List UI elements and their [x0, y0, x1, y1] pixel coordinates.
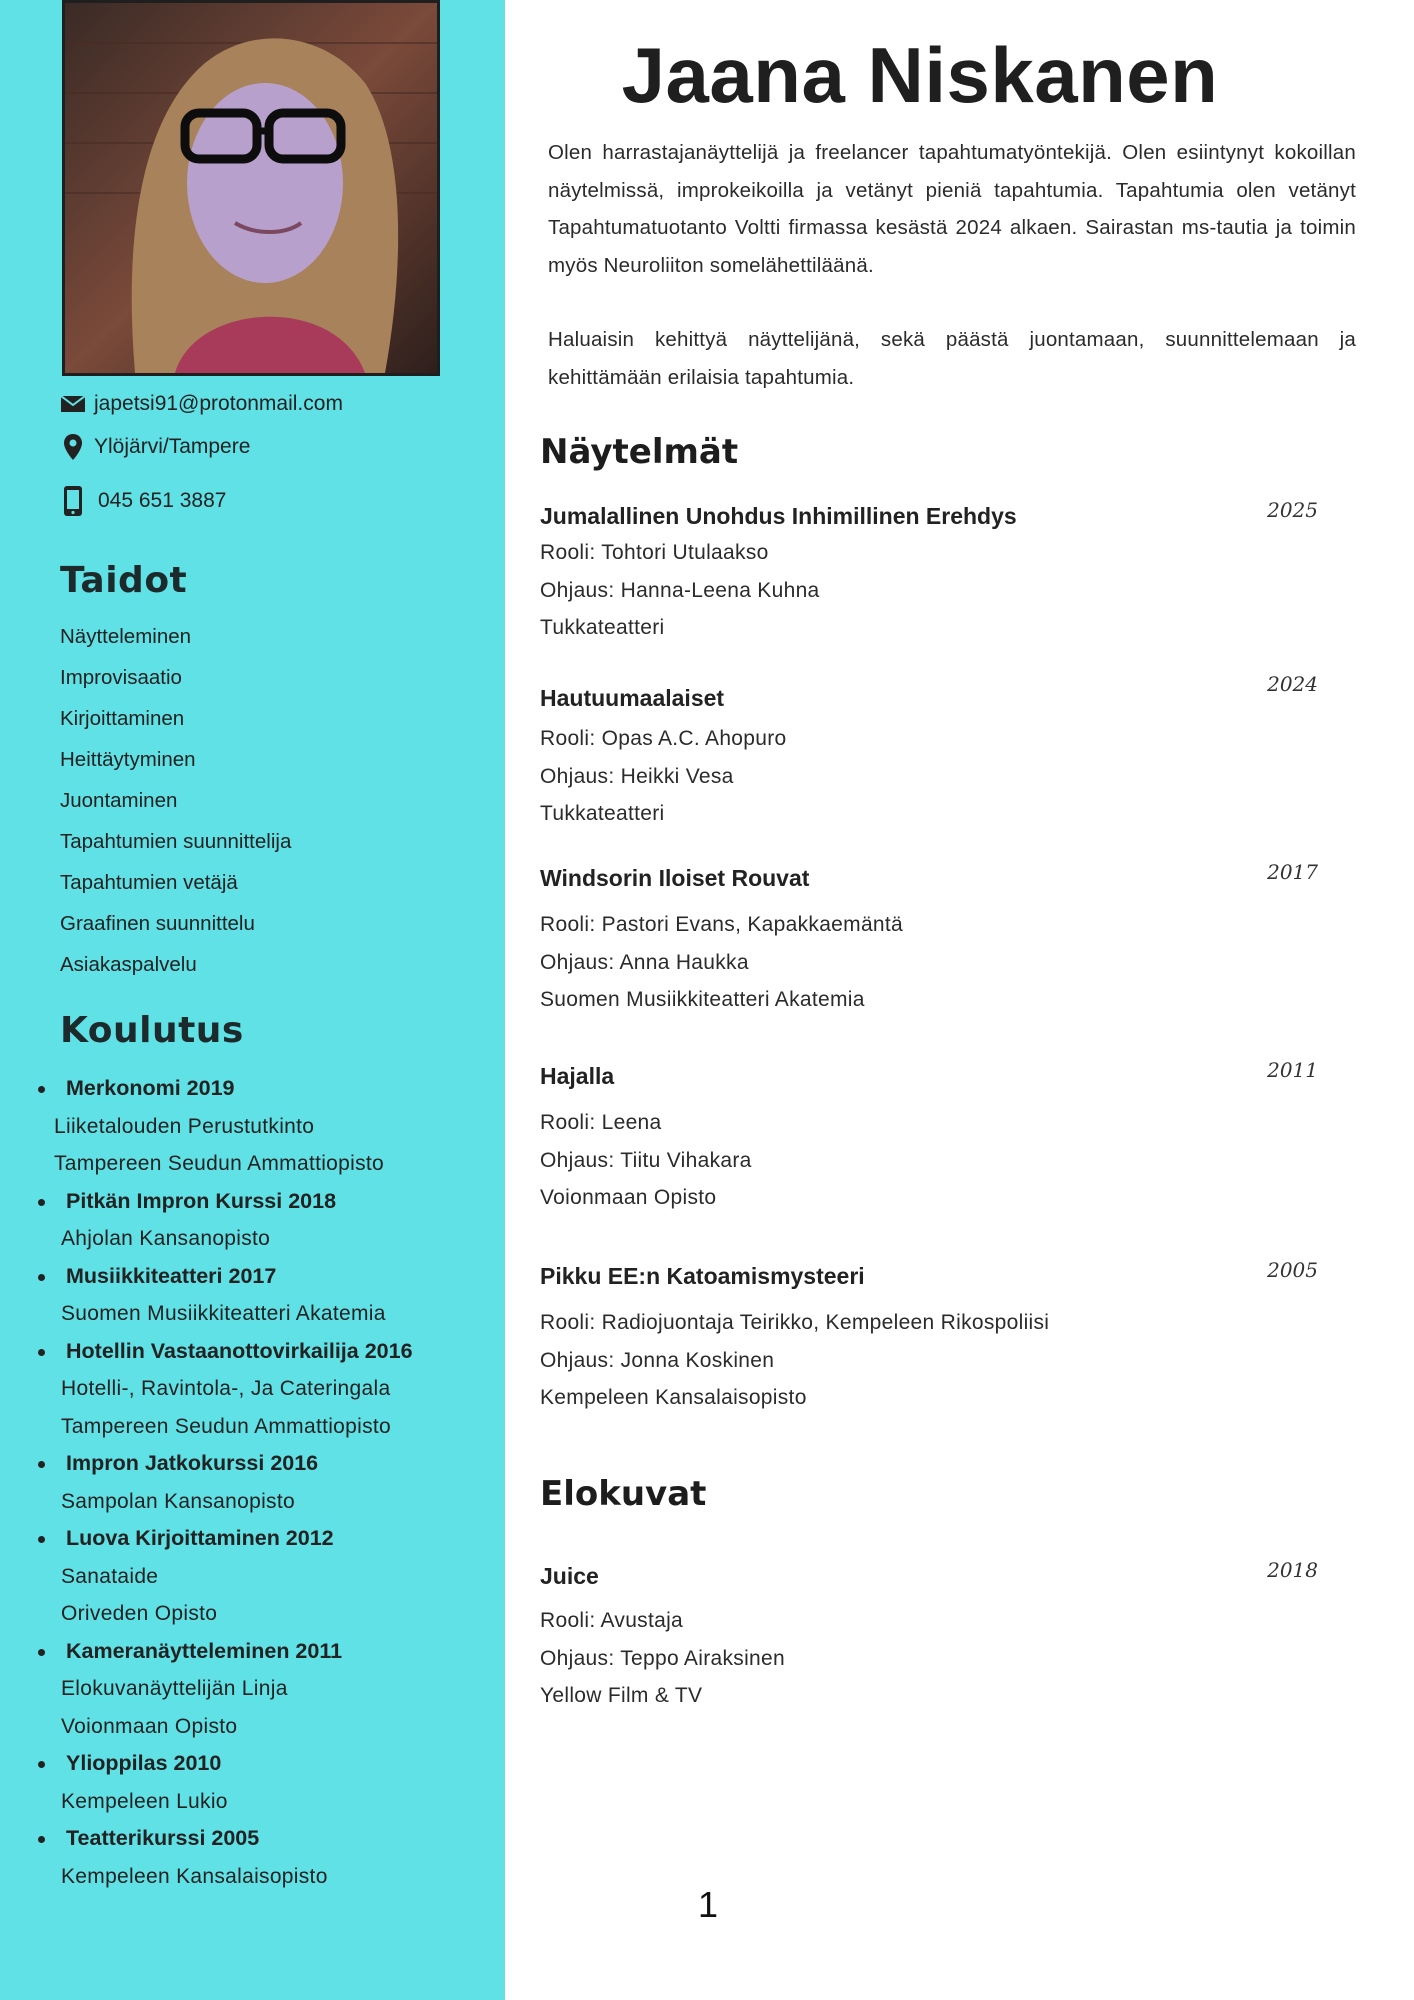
education-entry [0, 1633, 505, 1746]
skill-item: Näytteleminen [60, 625, 192, 648]
play-role: Rooli: Opas A.C. Ahopuro [540, 727, 787, 750]
play-venue: Suomen Musiikkiteatteri Akatemia [540, 988, 865, 1011]
play-year: 2024 [1267, 672, 1318, 696]
play-title: Windsorin Iloiset Rouvat [540, 865, 810, 891]
skill-item: Kirjoittaminen [60, 707, 185, 730]
play-director: Ohjaus: Anna Haukka [540, 950, 749, 974]
resume-name: Jaana Niskanen [621, 31, 1219, 119]
play-entry [540, 860, 1320, 1019]
play-title: Hautuumaalaiset [540, 685, 725, 711]
education-detail: Kempeleen Lukio [61, 1789, 228, 1813]
film-entry [540, 1558, 1320, 1715]
education-title: Merkonomi 2019 [0, 1070, 505, 1108]
film-role: Rooli: Avustaja [540, 1609, 684, 1632]
education-title: Impron Jatkokurssi 2016 [0, 1445, 505, 1483]
education-detail: Elokuvanäyttelijän Linja [61, 1677, 288, 1700]
film-title: Juice [540, 1563, 599, 1589]
location-pin-icon [58, 434, 88, 460]
play-venue: Kempeleen Kansalaisopisto [540, 1386, 807, 1409]
page-number: 1 [698, 1884, 719, 1925]
play-title: Hajalla [540, 1063, 615, 1089]
email-text[interactable]: japetsi91@protonmail.com [94, 392, 343, 415]
play-year: 2017 [1267, 860, 1318, 884]
intro-paragraph: Olen harrastajanäyttelijä ja freelancer tapahtumatyöntekijä. Olen esiintynyt kokoillan näytelmissä, improkeikoilla ja vetänyt pieniä tapahtumia. Tapahtumia olen vetänyt Tapahtumatuotanto Voltti firmassa kesästä 2024 alkaen. Sairastan ms-tautia ja toimin myös Neuroliiton somelähettiläänä. [548, 141, 1356, 277]
education-detail: Kempeleen Kansalaisopisto [61, 1864, 328, 1888]
play-year: 2025 [1267, 498, 1318, 522]
play-entry [540, 672, 1320, 833]
education-detail: Oriveden Opisto [61, 1602, 218, 1625]
play-entry [540, 1258, 1320, 1417]
skill-item: Heittäytyminen [60, 748, 196, 771]
play-venue: Tukkateatteri [540, 802, 665, 825]
education-heading: Koulutus [60, 1010, 244, 1051]
play-director: Ohjaus: Tiitu Vihakara [540, 1148, 752, 1172]
education-entry [0, 1258, 505, 1333]
contact-phone[interactable] [58, 486, 226, 516]
skill-item: Tapahtumien vetäjä [60, 871, 238, 894]
skill-item: Improvisaatio [60, 666, 182, 689]
films-heading: Elokuvat [540, 1474, 707, 1514]
play-entry [540, 1058, 1320, 1217]
contact-location [58, 434, 250, 460]
skill-item: Asiakaspalvelu [60, 953, 197, 976]
play-venue: Voionmaan Opisto [540, 1186, 717, 1209]
education-title: Ylioppilas 2010 [0, 1745, 505, 1783]
education-title: Luova Kirjoittaminen 2012 [0, 1520, 505, 1558]
education-entry [0, 1445, 505, 1520]
education-detail: Tampereen Seudun Ammattiopisto [61, 1414, 392, 1438]
play-title: Jumalallinen Unohdus Inhimillinen Erehdys [540, 503, 1017, 529]
education-detail: Sanataide [61, 1564, 159, 1588]
film-venue: Yellow Film & TV [540, 1684, 703, 1707]
education-entry [0, 1820, 505, 1895]
skill-item: Juontaminen [60, 789, 178, 812]
profile-photo [62, 0, 440, 376]
education-entry [0, 1745, 505, 1820]
education-detail: Hotelli-, Ravintola-, Ja Cateringala [61, 1377, 391, 1400]
education-entry [0, 1070, 505, 1183]
education-entry [0, 1333, 505, 1446]
play-role: Rooli: Radiojuontaja Teirikko, Kempeleen Rikospoliisi [540, 1311, 1050, 1334]
phone-icon [58, 486, 88, 516]
play-year: 2011 [1267, 1058, 1318, 1082]
location-text: Ylöjärvi/Tampere [94, 435, 251, 458]
play-title: Pikku EE:n Katoamismysteeri [540, 1263, 865, 1289]
play-director: Ohjaus: Heikki Vesa [540, 764, 734, 788]
play-venue: Tukkateatteri [540, 616, 665, 639]
intro-paragraph-2: Haluaisin kehittyä näyttelijänä, sekä päästä juontamaan, suunnittelemaan ja kehittämään erilaisia tapahtumia. [548, 328, 1356, 389]
education-detail: Suomen Musiikkiteatteri Akatemia [61, 1302, 386, 1325]
phone-text[interactable]: 045 651 3887 [98, 489, 227, 512]
skills-list [60, 616, 291, 985]
education-title: Musiikkiteatteri 2017 [0, 1258, 505, 1296]
plays-heading: Näytelmät [540, 432, 739, 472]
sidebar [0, 0, 505, 2000]
education-detail: Ahjolan Kansanopisto [61, 1227, 271, 1250]
play-entry [540, 498, 1320, 647]
skill-item: Graafinen suunnittelu [60, 912, 255, 935]
education-entry [0, 1520, 505, 1633]
contact-email[interactable] [58, 392, 343, 416]
play-director: Ohjaus: Jonna Koskinen [540, 1348, 775, 1372]
film-director: Ohjaus: Teppo Airaksinen [540, 1646, 785, 1670]
skills-heading: Taidot [60, 560, 188, 601]
play-role: Rooli: Pastori Evans, Kapakkaemäntä [540, 913, 904, 936]
film-year: 2018 [1267, 1558, 1318, 1582]
envelope-icon [58, 396, 88, 412]
play-role: Rooli: Tohtori Utulaakso [540, 541, 769, 564]
education-detail: Voionmaan Opisto [61, 1714, 238, 1738]
education-detail: Liiketalouden Perustutkinto [54, 1114, 315, 1138]
play-director: Ohjaus: Hanna-Leena Kuhna [540, 578, 820, 602]
education-list [0, 1070, 505, 1895]
education-title: Kameranäytteleminen 2011 [0, 1633, 505, 1671]
education-title: Teatterikurssi 2005 [0, 1820, 505, 1858]
skill-item: Tapahtumien suunnittelija [60, 830, 292, 853]
play-role: Rooli: Leena [540, 1111, 662, 1134]
education-detail: Tampereen Seudun Ammattiopisto [54, 1152, 385, 1175]
education-entry [0, 1183, 505, 1258]
education-detail: Sampolan Kansanopisto [61, 1489, 295, 1513]
play-year: 2005 [1267, 1258, 1318, 1282]
education-title: Hotellin Vastaanottovirkailija 2016 [0, 1333, 505, 1371]
education-title: Pitkän Impron Kurssi 2018 [0, 1183, 505, 1221]
